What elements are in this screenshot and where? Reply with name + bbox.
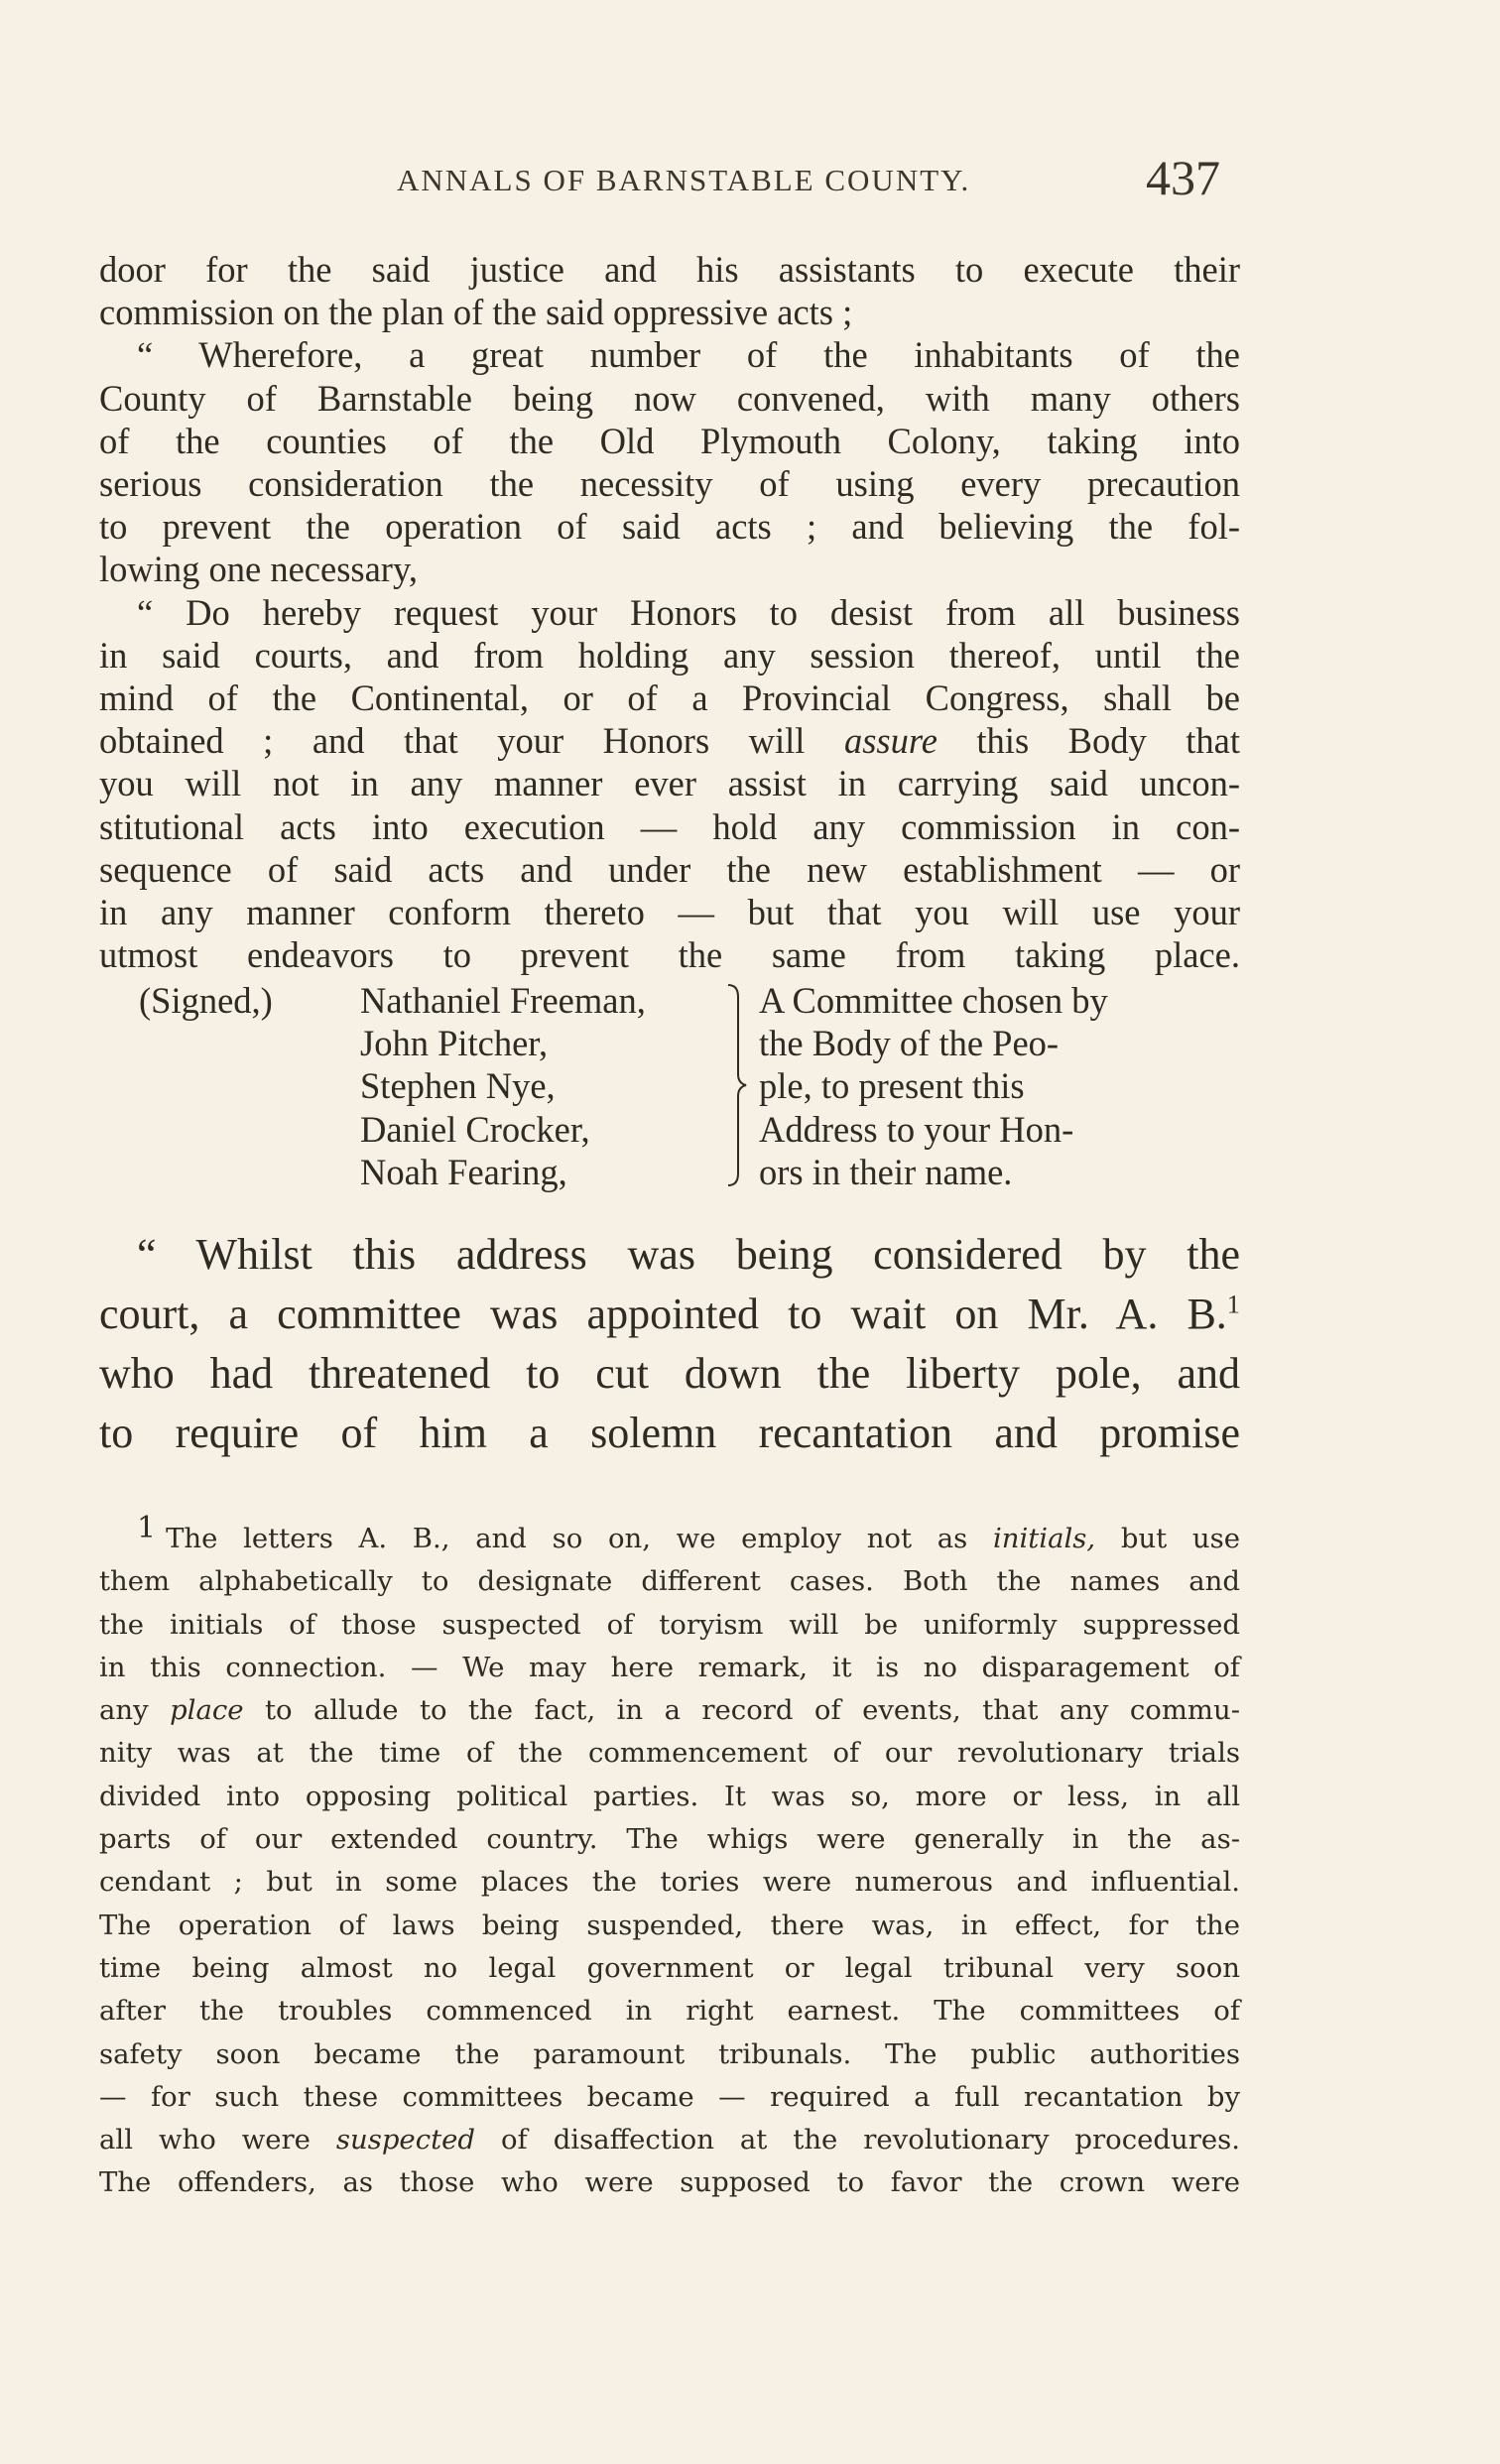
text-line: — for such these committees became — required a full recantation by — [99, 2080, 1240, 2113]
signatory-name: John Pitcher, — [360, 1023, 549, 1064]
signed-label: (Signed,) — [139, 980, 273, 1021]
italic-word: place — [170, 1694, 244, 1727]
text-line: in this connection. — We may here remark, it is no disparagement of — [99, 1651, 1240, 1683]
text-line: sequence of said acts and under the new establishment — or — [99, 848, 1240, 890]
committee-line: ors in their name. — [759, 1151, 1013, 1192]
text-line: all who were suspected of disaffection at the revolutionary procedures. — [99, 2124, 1240, 2156]
committee-line: A Committee chosen by — [759, 980, 1108, 1021]
text-line: nity was at the time of the commencement of our revolutionary trials — [99, 1737, 1240, 1770]
curly-brace-icon — [724, 983, 748, 1187]
text-line: door for the said justice and his assistants to execute their — [99, 249, 1240, 290]
text-line: The offenders, as those who were supposed to favor the crown were — [99, 2166, 1240, 2199]
text-line: obtained ; and that your Honors will assure this Body that — [99, 720, 1240, 762]
text-line: divided into opposing political parties. It was so, more or less, in all — [99, 1780, 1240, 1812]
text-line: them alphabetically to designate different cases. Both the names and — [99, 1565, 1240, 1598]
quoted-passage — [99, 1225, 1240, 1463]
text-line: the initials of those suspected of toryism will be uniformly suppressed — [99, 1608, 1240, 1641]
signatory-name: Nathaniel Freeman, — [360, 980, 646, 1021]
text-line: you will not in any manner ever assist in carrying said uncon- — [99, 763, 1240, 804]
text-line: time being almost no legal government or legal tribunal very soon — [99, 1951, 1240, 1984]
text-line: after the troubles commenced in right earnest. The committees of — [99, 1995, 1240, 2028]
text-line: $^1$ The letters A. B., and so on, we employ not as initials, but use — [137, 1510, 1240, 1554]
text-line: parts of our extended country. The whigs were generally in the as- — [99, 1823, 1240, 1856]
committee-line: Address to your Hon- — [759, 1108, 1074, 1150]
page-header — [377, 149, 1220, 208]
text-line: County of Barnstable being now convened, with many others — [99, 377, 1240, 419]
page-number: 437 — [1146, 150, 1220, 205]
running-head: ANNALS OF BARNSTABLE COUNTY. — [397, 163, 971, 197]
committee-line: ple, to present this — [759, 1065, 1025, 1107]
signatory-name: Daniel Crocker, — [360, 1108, 590, 1150]
text-line: “ Whilst this address was being considered by the — [137, 1230, 1240, 1279]
text-line: commission on the plan of the said oppressive acts ; — [99, 292, 853, 333]
text-line: “ Do hereby request your Honors to desist from all business — [137, 591, 1240, 633]
text-line: serious consideration the necessity of using every precaution — [99, 463, 1240, 505]
committee-description — [759, 979, 1136, 1193]
text-line: who had threatened to cut down the liberty pole, and — [99, 1349, 1240, 1398]
signatory-names — [360, 979, 646, 1193]
text-line: mind of the Continental, or of a Provincial Congress, shall be — [99, 678, 1240, 719]
footnote — [99, 1510, 1240, 2205]
text-line: in any manner conform thereto — but that you will use your — [99, 892, 1240, 933]
text-line: any place to allude to the fact, in a record of events, that any commu- — [99, 1694, 1240, 1727]
text-line: of the counties of the Old Plymouth Colony, taking into — [99, 420, 1240, 461]
text-line: cendant ; but in some places the tories were numerous and influential. — [99, 1866, 1240, 1899]
text-line: court, a committee was appointed to wait on Mr. A. B.$^1$ — [99, 1289, 1240, 1338]
footnote-mark: 1 — [137, 1510, 157, 1545]
committee-line: the Body of the Peo- — [759, 1023, 1060, 1064]
text-line: stitutional acts into execution — hold any commission in con- — [99, 805, 1240, 847]
signature-block — [139, 979, 1240, 1197]
body-text — [99, 248, 1240, 976]
italic-word: assure — [843, 720, 938, 762]
footnote-reference: 1 — [1226, 1289, 1240, 1319]
signatory-name: Stephen Nye, — [360, 1065, 556, 1107]
text-line: lowing one necessary, — [99, 549, 418, 590]
signatory-name: Noah Fearing, — [360, 1151, 567, 1192]
text-line: safety soon became the paramount tribunals. The public authorities — [99, 2037, 1240, 2070]
text-line: to prevent the operation of said acts ; and believing the fol- — [99, 506, 1240, 548]
italic-word: suspected — [335, 2124, 476, 2156]
italic-word: initials, — [992, 1523, 1096, 1554]
text-line: in said courts, and from holding any session thereof, until the — [99, 634, 1240, 676]
text-line: “ Wherefore, a great number of the inhabitants of the — [137, 334, 1240, 376]
text-line: to require of him a solemn recantation and promise — [99, 1409, 1240, 1457]
text-line: utmost endeavors to prevent the same from taking place. — [99, 934, 1240, 976]
text-line: The operation of laws being suspended, there was, in effect, for the — [99, 1909, 1240, 1941]
